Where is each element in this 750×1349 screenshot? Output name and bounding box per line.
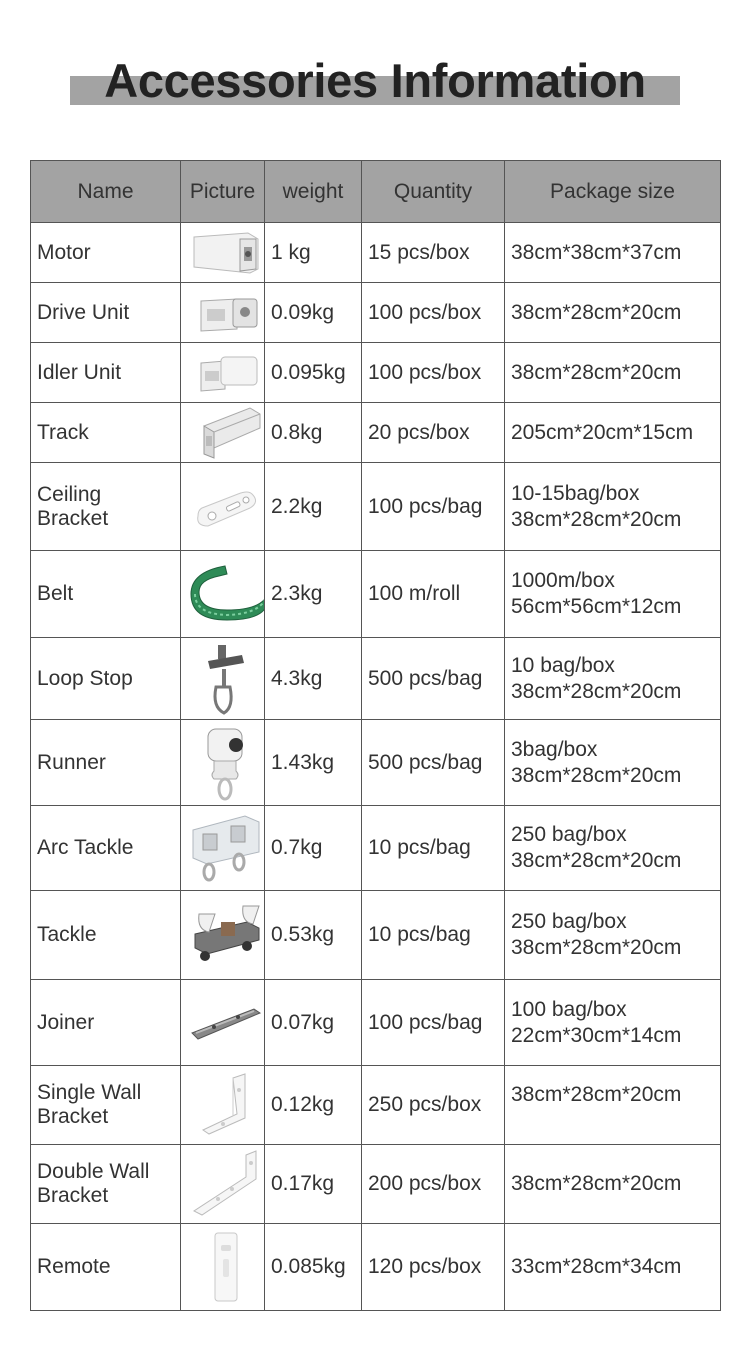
cell-quantity: 100 m/roll (362, 551, 505, 638)
package-line: 38cm*28cm*20cm (511, 507, 682, 531)
cell-quantity: 20 pcs/box (362, 403, 505, 463)
cell-name: Double Wall Bracket (31, 1145, 181, 1224)
cell-quantity: 10 pcs/bag (362, 891, 505, 980)
cell-weight: 0.53kg (265, 891, 362, 980)
loop-stop-icon (187, 641, 264, 717)
cell-package-size (505, 551, 721, 638)
package-line: 10-15bag/box (511, 481, 640, 505)
cell-picture (181, 551, 265, 638)
table-row (31, 980, 721, 1066)
header-picture: Picture (181, 161, 265, 223)
cell-name: Joiner (31, 980, 181, 1066)
package-line: 38cm*28cm*20cm (511, 849, 682, 872)
cell-package-size (505, 1145, 721, 1224)
tackle-icon (187, 900, 264, 970)
cell-picture (181, 1145, 265, 1224)
table-row (31, 223, 721, 283)
table-row (31, 720, 721, 806)
cell-picture (181, 1066, 265, 1145)
header-quantity: Quantity (362, 161, 505, 223)
package-line: 38cm*38cm*37cm (511, 240, 682, 264)
motor-icon (187, 229, 264, 277)
cell-quantity: 250 pcs/box (362, 1066, 505, 1145)
cell-name: Belt (31, 551, 181, 638)
table-row (31, 1224, 721, 1311)
joiner-icon (187, 1003, 264, 1043)
package-line: 3bag/box (511, 737, 598, 761)
page-title: Accessories Information (104, 54, 646, 107)
table-row (31, 1145, 721, 1224)
header-weight: weight (265, 161, 362, 223)
cell-package-size (505, 403, 721, 463)
cell-weight: 4.3kg (265, 638, 362, 720)
cell-name: Ceiling Bracket (31, 463, 181, 551)
cell-quantity: 15 pcs/box (362, 223, 505, 283)
table-row (31, 1066, 721, 1145)
cell-quantity: 120 pcs/box (362, 1224, 505, 1311)
cell-picture (181, 891, 265, 980)
cell-picture (181, 343, 265, 403)
cell-weight: 0.09kg (265, 283, 362, 343)
cell-quantity: 100 pcs/bag (362, 980, 505, 1066)
cell-weight: 0.07kg (265, 980, 362, 1066)
package-line: 56cm*56cm*12cm (511, 595, 682, 618)
cell-weight: 0.8kg (265, 403, 362, 463)
cell-picture (181, 403, 265, 463)
cell-name: Track (31, 403, 181, 463)
cell-quantity: 10 pcs/bag (362, 806, 505, 891)
cell-package-size (505, 223, 721, 283)
header-name: Name (31, 161, 181, 223)
cell-picture (181, 638, 265, 720)
package-line: 10 bag/box (511, 653, 615, 677)
package-line: 38cm*28cm*20cm (511, 1172, 682, 1195)
cell-package-size (505, 283, 721, 343)
package-line: 38cm*28cm*20cm (511, 936, 682, 959)
table-row (31, 806, 721, 891)
accessories-table (30, 160, 721, 1311)
remote-icon (187, 1231, 264, 1303)
package-line: 100 bag/box (511, 997, 627, 1021)
header-package-size: Package size (505, 161, 721, 223)
cell-package-size (505, 1066, 721, 1145)
cell-name: Arc Tackle (31, 806, 181, 891)
package-line: 22cm*30cm*14cm (511, 1023, 682, 1047)
cell-picture (181, 806, 265, 891)
cell-weight: 2.3kg (265, 551, 362, 638)
cell-weight: 0.17kg (265, 1145, 362, 1224)
cell-picture (181, 283, 265, 343)
cell-weight: 1.43kg (265, 720, 362, 806)
cell-name: Loop Stop (31, 638, 181, 720)
cell-name: Runner (31, 720, 181, 806)
package-line: 250 bag/box (511, 910, 627, 933)
cell-weight: 0.7kg (265, 806, 362, 891)
cell-weight: 2.2kg (265, 463, 362, 551)
package-line: 38cm*28cm*20cm (511, 679, 682, 703)
cell-name: Tackle (31, 891, 181, 980)
cell-picture (181, 1224, 265, 1311)
table-header-row (31, 161, 721, 223)
cell-package-size (505, 463, 721, 551)
drive-unit-icon (187, 291, 264, 335)
package-line: 250 bag/box (511, 823, 627, 846)
single-wall-bracket-icon (187, 1072, 264, 1138)
cell-package-size (505, 720, 721, 806)
cell-quantity: 100 pcs/bag (362, 463, 505, 551)
package-line: 38cm*28cm*20cm (511, 300, 682, 324)
cell-weight: 0.085kg (265, 1224, 362, 1311)
cell-quantity: 500 pcs/bag (362, 720, 505, 806)
table-row (31, 283, 721, 343)
package-line: 1000m/box (511, 569, 615, 592)
cell-picture (181, 980, 265, 1066)
cell-name: Single Wall Bracket (31, 1066, 181, 1145)
table-row (31, 343, 721, 403)
belt-icon (187, 564, 264, 624)
package-line: 38cm*28cm*20cm (511, 360, 682, 384)
track-icon (187, 406, 264, 460)
package-line: 38cm*28cm*20cm (511, 1083, 682, 1106)
cell-package-size (505, 343, 721, 403)
cell-picture (181, 463, 265, 551)
table-row (31, 638, 721, 720)
cell-weight: 1 kg (265, 223, 362, 283)
table-row (31, 403, 721, 463)
package-line: 38cm*28cm*20cm (511, 763, 682, 787)
cell-package-size (505, 891, 721, 980)
cell-quantity: 500 pcs/bag (362, 638, 505, 720)
ceiling-bracket-icon (187, 482, 264, 532)
title-banner (70, 52, 680, 112)
runner-icon (187, 723, 264, 803)
cell-quantity: 200 pcs/box (362, 1145, 505, 1224)
table-row (31, 551, 721, 638)
cell-name: Drive Unit (31, 283, 181, 343)
cell-weight: 0.095kg (265, 343, 362, 403)
cell-quantity: 100 pcs/box (362, 283, 505, 343)
package-line: 33cm*28cm*34cm (511, 1255, 682, 1278)
cell-package-size (505, 1224, 721, 1311)
cell-package-size (505, 806, 721, 891)
double-wall-bracket-icon (187, 1149, 264, 1219)
cell-picture (181, 223, 265, 283)
cell-quantity: 100 pcs/box (362, 343, 505, 403)
arc-tackle-icon (187, 812, 264, 884)
table-row (31, 891, 721, 980)
cell-weight: 0.12kg (265, 1066, 362, 1145)
cell-name: Remote (31, 1224, 181, 1311)
table-row (31, 463, 721, 551)
cell-picture (181, 720, 265, 806)
cell-package-size (505, 638, 721, 720)
idler-unit-icon (187, 351, 264, 395)
cell-name: Motor (31, 223, 181, 283)
cell-package-size (505, 980, 721, 1066)
cell-name: Idler Unit (31, 343, 181, 403)
package-line: 205cm*20cm*15cm (511, 420, 694, 444)
